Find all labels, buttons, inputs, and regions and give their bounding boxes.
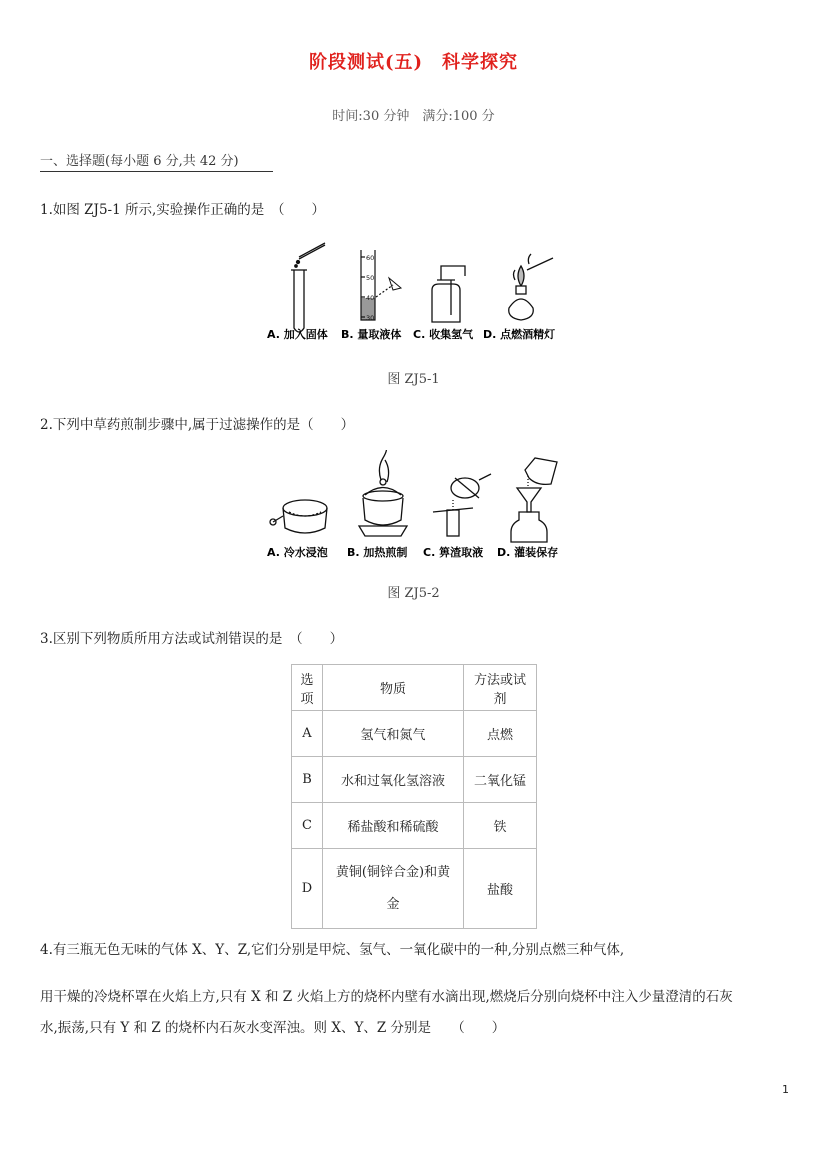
question-4-line-1: 4.有三瓶无色无味的气体 X、Y、Z,它们分别是甲烷、氢气、一氧化碳中的一种,分别点燃三种气体, <box>40 942 625 958</box>
scale-mark-60: 60 <box>366 254 375 262</box>
figure-zj5-1 <box>265 240 565 350</box>
question-3: 3.区别下列物质所用方法或试剂错误的是 （ ） <box>40 631 344 647</box>
header-substance: 物质 <box>323 665 464 711</box>
table-row <box>292 711 537 757</box>
row-d-method: 盐酸 <box>464 849 537 929</box>
figure-label-d: D. 点燃酒精灯 <box>483 328 556 341</box>
row-d-substance-line1: 黄铜(铜锌合金)和黄 <box>335 864 451 880</box>
alcohol-lamp-figure <box>509 254 553 320</box>
question-4-line-2: 用干燥的冷烧杯罩在火焰上方,只有 X 和 Z 火焰上方的烧杯内壁有水滴出现,燃烧后分别向烧杯中注入少量澄清的石灰 <box>40 989 733 1005</box>
test-tube-figure <box>291 243 325 332</box>
page-title: 阶段测试(五) 科学探究 <box>308 52 519 73</box>
row-b-substance: 水和过氧化氢溶液 <box>323 757 464 803</box>
table-row <box>292 757 537 803</box>
question-2: 2.下列中草药煎制步骤中,属于过滤操作的是（ ） <box>40 417 355 433</box>
row-a-substance: 氢气和氮气 <box>323 711 464 757</box>
row-b-option: B <box>292 757 323 803</box>
figure-label-b: B. 量取液体 <box>341 328 402 341</box>
heating-pot-figure <box>359 450 407 536</box>
row-c-substance: 稀盐酸和稀硫酸 <box>323 803 464 849</box>
row-c-method: 铁 <box>464 803 537 849</box>
figure-label-a2: A. 冷水浸泡 <box>267 546 328 559</box>
row-c-option: C <box>292 803 323 849</box>
row-a-option: A <box>292 711 323 757</box>
scale-mark-30: 30 <box>366 314 375 322</box>
question-1: 1.如图 ZJ5-1 所示,实验操作正确的是 （ ） <box>40 202 326 218</box>
table-header-row <box>292 665 537 711</box>
table-row <box>292 803 537 849</box>
bottling-figure <box>511 458 557 542</box>
header-method: 方法或试剂 <box>464 665 537 711</box>
page-number: 1 <box>782 1083 789 1096</box>
figure-caption-1: 图 ZJ5-1 <box>387 372 440 387</box>
gas-bottle-figure <box>432 266 465 322</box>
straining-figure <box>433 474 491 536</box>
figure-label-b2: B. 加热煎制 <box>347 546 408 559</box>
figure-label-c: C. 收集氢气 <box>413 328 474 341</box>
row-a-method: 点燃 <box>464 711 537 757</box>
figure-zj5-2 <box>265 450 565 565</box>
options-table <box>291 664 537 929</box>
exam-time-info: 时间:30 分钟 满分:100 分 <box>332 109 495 124</box>
soaking-pot-figure <box>270 500 327 533</box>
figure-caption-2: 图 ZJ5-2 <box>387 586 440 601</box>
figure-label-d2: D. 灌装保存 <box>497 546 559 559</box>
row-d-substance-line2: 金 <box>386 896 400 912</box>
row-d-substance <box>323 849 464 929</box>
question-4-line-3: 水,振荡,只有 Y 和 Z 的烧杯内石灰水变浑浊。则 X、Y、Z 分别是 （ ） <box>40 1020 506 1036</box>
scale-mark-50: 50 <box>366 274 375 282</box>
figure-label-c2: C. 箅渣取液 <box>423 546 484 559</box>
header-option: 选项 <box>292 665 323 711</box>
row-b-method: 二氧化锰 <box>464 757 537 803</box>
scale-mark-40: 40 <box>366 294 375 302</box>
row-d-option: D <box>292 849 323 929</box>
section-heading: 一、选择题(每小题 6 分,共 42 分) <box>40 150 273 172</box>
table-row <box>292 849 537 929</box>
figure-label-a: A. 加入固体 <box>267 328 328 341</box>
